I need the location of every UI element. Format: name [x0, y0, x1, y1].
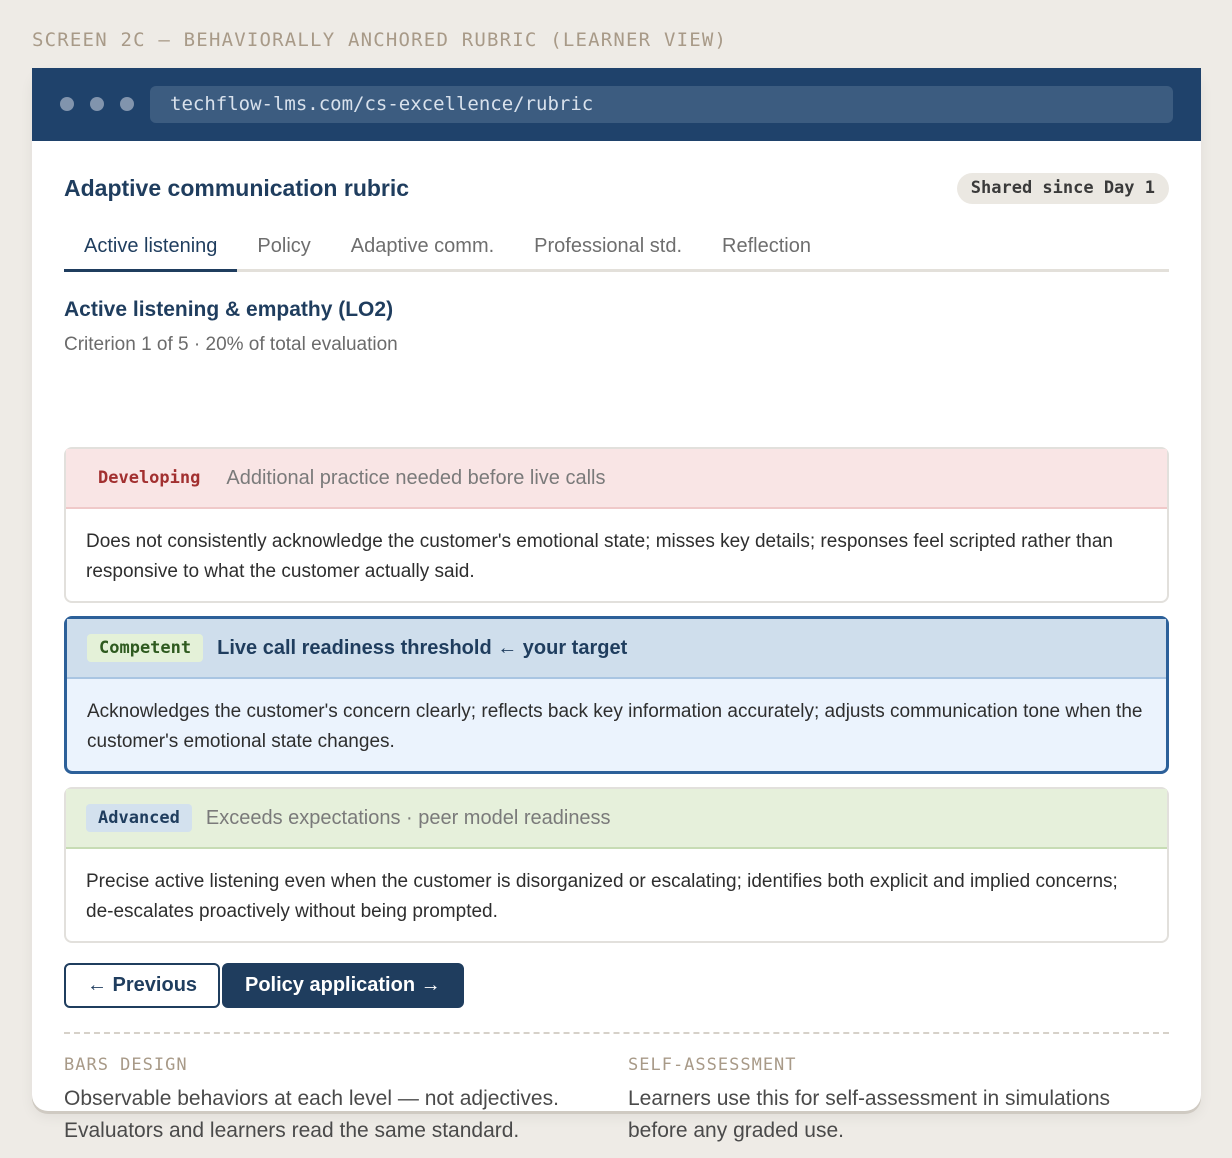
window-dot-icon: [60, 97, 74, 111]
note-text: Observable behaviors at each level — not adjectives. Evaluators and learners read the same standard.: [64, 1087, 559, 1142]
level-description: Acknowledges the customer's concern clearly; reflects back key information accurately; adjusts communication tone when the customer's emotional state changes.: [87, 701, 1143, 752]
tab-adaptive-comm[interactable]: Adaptive comm.: [350, 235, 495, 257]
level-description: Does not consistently acknowledge the customer's emotional state; misses key details; responses feel scripted rather than responsive to what the customer actually said.: [86, 531, 1113, 582]
screen-label: SCREEN 2C — BEHAVIORALLY ANCHORED RUBRIC (LEARNER VIEW): [32, 29, 728, 51]
page-title: Adaptive communication rubric: [64, 175, 410, 201]
criterion-title: Active listening & empathy (LO2): [64, 298, 394, 321]
level-summary: Live call readiness threshold ← your target: [217, 636, 628, 659]
level-tag: Developing: [98, 468, 201, 488]
note-text: Learners use this for self-assessment in simulations before any graded use.: [628, 1087, 1111, 1142]
level-card-developing: [64, 447, 1169, 603]
note-bars-design: [64, 1055, 604, 1147]
level-summary: Exceeds expectations · peer model readiness: [205, 806, 611, 829]
previous-button[interactable]: ← Previous: [64, 963, 220, 1008]
browser-titlebar: [32, 68, 1201, 141]
window-dot-icon: [120, 97, 134, 111]
dashed-divider: [64, 1032, 1169, 1034]
criterion-subtitle: Criterion 1 of 5 · 20% of total evaluation: [64, 334, 398, 355]
tab-professional-std[interactable]: Professional std.: [534, 235, 683, 257]
tab-reflection[interactable]: Reflection: [722, 235, 811, 257]
url-bar[interactable]: techflow-lms.com/cs-excellence/rubric: [150, 86, 1173, 123]
level-header: [66, 789, 1167, 849]
browser-window: [32, 68, 1201, 1142]
tab-active-listening[interactable]: Active listening: [64, 229, 237, 272]
shared-badge: Shared since Day 1: [957, 173, 1169, 204]
level-tag: Advanced: [86, 804, 192, 832]
level-summary: Additional practice needed before live calls: [226, 466, 606, 489]
level-description: Precise active listening even when the customer is disorganized or escalating; identifies both explicit and implied concerns; de-escalates proactively without being prompted.: [86, 871, 1118, 922]
level-card-advanced: [64, 787, 1169, 943]
window-dot-icon: [90, 97, 104, 111]
level-header: [66, 449, 1167, 509]
level-tag: Competent: [87, 634, 203, 662]
note-self-assessment: [628, 1055, 1168, 1147]
criteria-tabs: [64, 229, 1169, 272]
note-label: BARS DESIGN: [64, 1055, 188, 1075]
note-label: SELF-ASSESSMENT: [628, 1055, 797, 1075]
next-policy-button[interactable]: Policy application →: [222, 963, 464, 1008]
level-header: [67, 619, 1166, 679]
tab-policy[interactable]: Policy: [257, 235, 311, 257]
level-card-competent: [64, 616, 1169, 774]
